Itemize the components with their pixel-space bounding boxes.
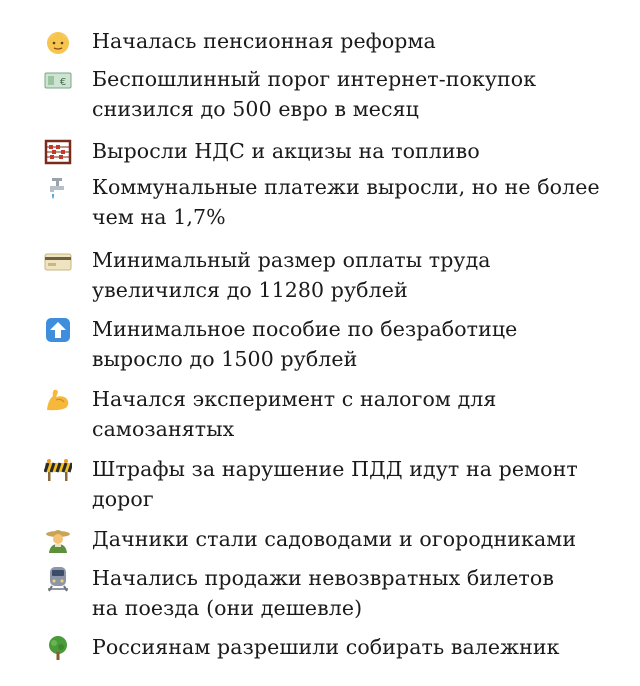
abacus-icon xyxy=(44,138,72,166)
construction-barrier-icon xyxy=(44,456,72,484)
item-text-line: Начались продажи невозвратных билетов xyxy=(92,566,554,590)
flexed-biceps-icon xyxy=(44,386,72,414)
faucet-icon xyxy=(44,174,72,202)
item-text-line: Минимальное пособие по безработице xyxy=(92,317,518,341)
item-text-line: увеличился до 11280 рублей xyxy=(92,278,408,302)
svg-text:€: € xyxy=(59,77,67,88)
item-text-line: чем на 1,7% xyxy=(92,205,226,229)
older-man-icon xyxy=(44,28,72,56)
farmer-icon xyxy=(44,526,72,554)
item-text-line: снизился до 500 евро в месяц xyxy=(92,97,419,121)
item-text-line: дорог xyxy=(92,487,154,511)
item-text-line: Минимальный размер оплаты труда xyxy=(92,248,491,272)
item-text-line: на поезда (они дешевле) xyxy=(92,596,363,620)
credit-card-icon xyxy=(44,247,72,275)
item-text-line: самозанятых xyxy=(92,417,235,441)
item-text-line: Выросли НДС и акцизы на топливо xyxy=(92,139,480,163)
item-text-line: Россиянам разрешили собирать валежник xyxy=(92,635,560,659)
item-text-line: Штрафы за нарушение ПДД идут на ремонт xyxy=(92,457,578,481)
item-text-line: Коммунальные платежи выросли, но не более xyxy=(92,175,600,199)
tree-icon xyxy=(44,634,72,662)
train-icon xyxy=(44,565,72,593)
up-arrow-icon xyxy=(44,316,72,344)
item-text-line: Беспошлинный порог интернет-покупок xyxy=(92,67,537,91)
item-text-line: Началась пенсионная реформа xyxy=(92,29,436,53)
item-text-line: Начался эксперимент с налогом для xyxy=(92,387,497,411)
euro-banknote-icon xyxy=(44,66,72,94)
item-text-line: выросло до 1500 рублей xyxy=(92,347,358,371)
item-text-line: Дачники стали садоводами и огородниками xyxy=(92,527,577,551)
